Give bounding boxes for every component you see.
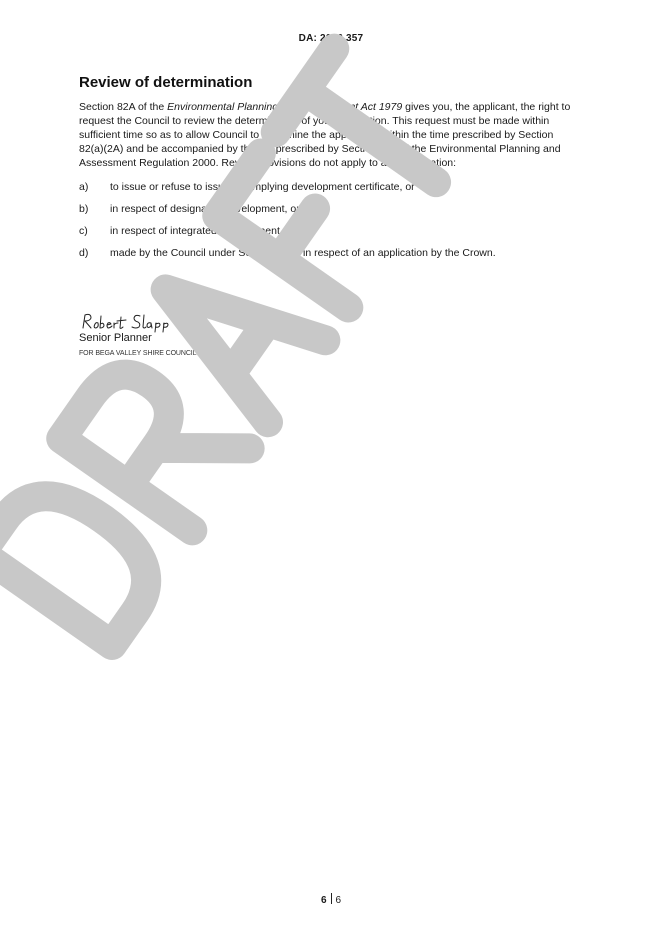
section-paragraph [79, 100, 579, 170]
list-item [79, 180, 579, 194]
list-item-text: in respect of designated development, or [110, 203, 300, 215]
list-marker: a) [79, 181, 89, 193]
signatory-title: Senior Planner [79, 332, 152, 344]
para-text-start: Section 82A of the [79, 101, 168, 113]
list-item-text: in respect of integrated development, or [110, 225, 296, 237]
signatory-organisation: FOR BEGA VALLEY SHIRE COUNCIL [79, 350, 197, 357]
current-page-number: 6 [320, 895, 327, 906]
list-marker: d) [79, 247, 89, 259]
list-item [79, 224, 579, 238]
watermark-letter-d [0, 473, 168, 645]
list-item [79, 202, 579, 216]
watermark-letter-a [137, 249, 325, 423]
da-reference: DA: 2016.357 [298, 33, 364, 44]
list-marker: c) [79, 225, 88, 237]
watermark-letter-r [61, 357, 249, 531]
section-heading: Review of determination [79, 74, 253, 91]
total-page-count: 6 [335, 895, 342, 906]
list-item [79, 246, 579, 260]
para-text-end: gives you, the applicant, the right to request the Council to review the determination of your application. This request must be made within sufficient time so as to allow Council to determine the application within the time prescribed by Section 82(a)(2A) and be accompanied by the fee prescribed by Section 257 of the Environmental Planning and Assessment Regulation 2000. Review provisions do not apply to a determination: [79, 101, 571, 169]
list-item-text: made by the Council under Section 116E in respect of an application by the Crown. [110, 247, 496, 259]
list-marker: b) [79, 203, 89, 215]
handwritten-signature [80, 311, 200, 333]
review-section [79, 74, 579, 268]
page-footer [0, 893, 662, 906]
act-title: Environmental Planning and Assessment Act 1979 [167, 101, 403, 113]
page-separator [331, 893, 332, 904]
exclusion-list [79, 180, 579, 260]
list-item-text: to issue or refuse to issue a complying development certificate, or [110, 181, 415, 193]
